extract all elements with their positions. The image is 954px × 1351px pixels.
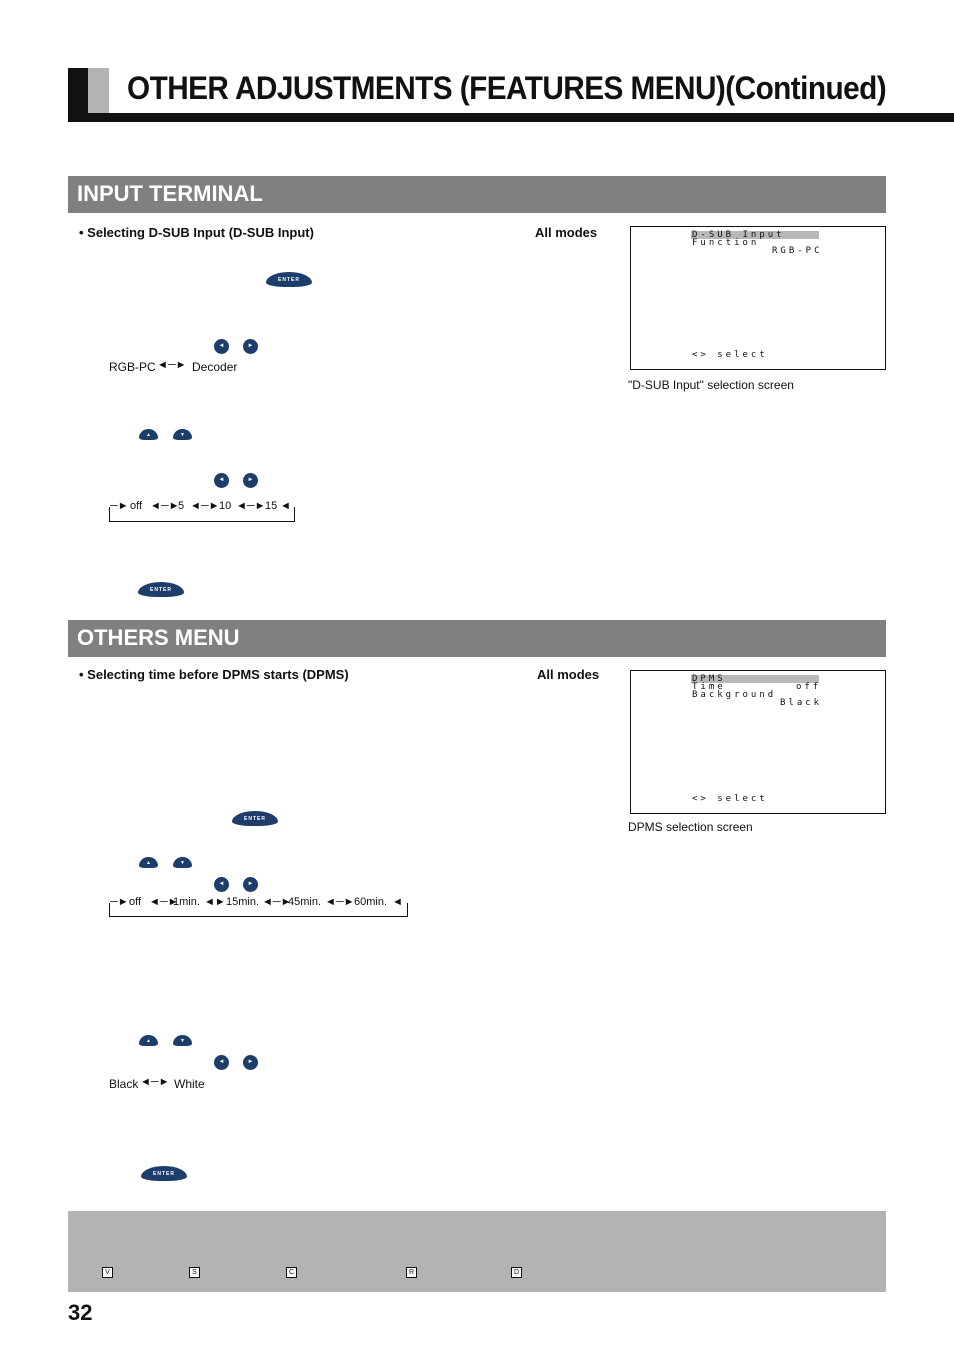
arrow-icon: ◄ — [392, 896, 403, 908]
cycle-option-5: 5 — [178, 500, 185, 512]
mode-d-icon: D — [511, 1267, 522, 1278]
down-button-icon: ▼ — [173, 429, 192, 440]
cycle-option-15min: 15min. — [226, 896, 260, 908]
right-button-icon: ► — [243, 1055, 258, 1070]
right-button-icon: ► — [243, 473, 258, 488]
others-menu-section-bar — [68, 620, 886, 657]
double-arrow-icon: ◄─► — [140, 1076, 170, 1088]
input-terminal-section-bar — [68, 176, 886, 213]
cycle-option-off: off — [130, 500, 143, 512]
left-button-icon: ◄ — [214, 877, 229, 892]
dpms-screen-caption: DPMS selection screen — [628, 820, 753, 834]
arrow-icon: ─► — [110, 500, 129, 512]
mode-c-icon: C — [286, 1267, 297, 1278]
cycle-option-45min: 45min. — [288, 896, 322, 908]
mode-s-icon: S — [189, 1267, 200, 1278]
osd-footer: <> select — [692, 350, 768, 360]
double-arrow-icon: ◄─► — [149, 896, 179, 908]
down-button-icon: ▼ — [173, 857, 192, 868]
page-title: OTHER ADJUSTMENTS (FEATURES MENU)(Continued) — [127, 70, 887, 106]
others-menu-title: OTHERS MENU — [77, 625, 240, 650]
enter-button-icon: ENTER — [138, 582, 184, 597]
double-arrow-icon: ◄─► — [325, 896, 355, 908]
dpms-subheading: • Selecting time before DPMS starts (DPMS) — [79, 667, 349, 682]
dpms-all-modes: All modes — [537, 667, 600, 682]
dsub-selection-screen — [630, 226, 886, 370]
osd-function-label: Function — [692, 238, 760, 248]
osd-background-value: Black — [780, 698, 823, 708]
cycle-option-15: 15 — [265, 500, 278, 512]
arrow-icon: ◄ — [280, 500, 291, 512]
osd-title-line: D-SUB Input — [692, 230, 785, 240]
cycle-option-off: off — [129, 896, 142, 908]
enter-button-icon: ENTER — [232, 811, 278, 826]
mode-r-icon: R — [406, 1267, 417, 1278]
dpms-selection-screen — [630, 670, 886, 814]
arrow-icon: ─► — [110, 896, 129, 908]
double-arrow-icon: ◄─► — [236, 500, 266, 512]
left-button-icon: ◄ — [214, 339, 229, 354]
mode-v-icon: V — [102, 1267, 113, 1278]
left-button-icon: ◄ — [214, 473, 229, 488]
double-arrow-icon: ◄─► — [190, 500, 220, 512]
input-terminal-title: INPUT TERMINAL — [77, 181, 263, 206]
right-button-icon: ► — [243, 877, 258, 892]
dsub-all-modes: All modes — [535, 225, 598, 240]
header-rule — [68, 113, 954, 122]
up-button-icon: ▲ — [139, 1035, 158, 1046]
double-arrow-icon: ◄─► — [262, 896, 292, 908]
cycle-option-10: 10 — [219, 500, 232, 512]
page-number: 32 — [68, 1300, 93, 1325]
up-button-icon: ▲ — [139, 857, 158, 868]
header-black-block — [68, 68, 88, 118]
cycle-option-60min: 60min. — [354, 896, 388, 908]
enter-button-icon: ENTER — [266, 272, 312, 287]
osd-function-value: RGB-PC — [772, 246, 823, 256]
cycle-option-1min: 1min. — [173, 896, 200, 908]
enter-button-icon: ENTER — [141, 1166, 187, 1181]
dsub-option-rgbpc: RGB-PC — [109, 360, 156, 374]
background-option-black: Black — [109, 1077, 139, 1091]
dsub-subheading: • Selecting D-SUB Input (D-SUB Input) — [79, 225, 314, 240]
osd-title-line: DPMS — [692, 674, 726, 684]
double-arrow-icon: ◄─► — [157, 359, 187, 371]
background-option-white: White — [174, 1077, 205, 1091]
double-arrow-icon: ◄─► — [150, 500, 180, 512]
osd-background-label: Background — [692, 690, 777, 700]
osd-time-value: off — [796, 682, 822, 692]
down-button-icon: ▼ — [173, 1035, 192, 1046]
header-gray-block — [88, 68, 109, 113]
left-button-icon: ◄ — [214, 1055, 229, 1070]
dsub-option-decoder: Decoder — [192, 360, 238, 374]
dsub-screen-caption: "D-SUB Input" selection screen — [628, 378, 794, 392]
osd-time-label: Time — [692, 682, 726, 692]
right-button-icon: ► — [243, 339, 258, 354]
osd-footer: <> select — [692, 794, 768, 804]
double-arrow-icon: ◄► — [204, 896, 226, 908]
note-bar — [68, 1211, 886, 1292]
up-button-icon: ▲ — [139, 429, 158, 440]
